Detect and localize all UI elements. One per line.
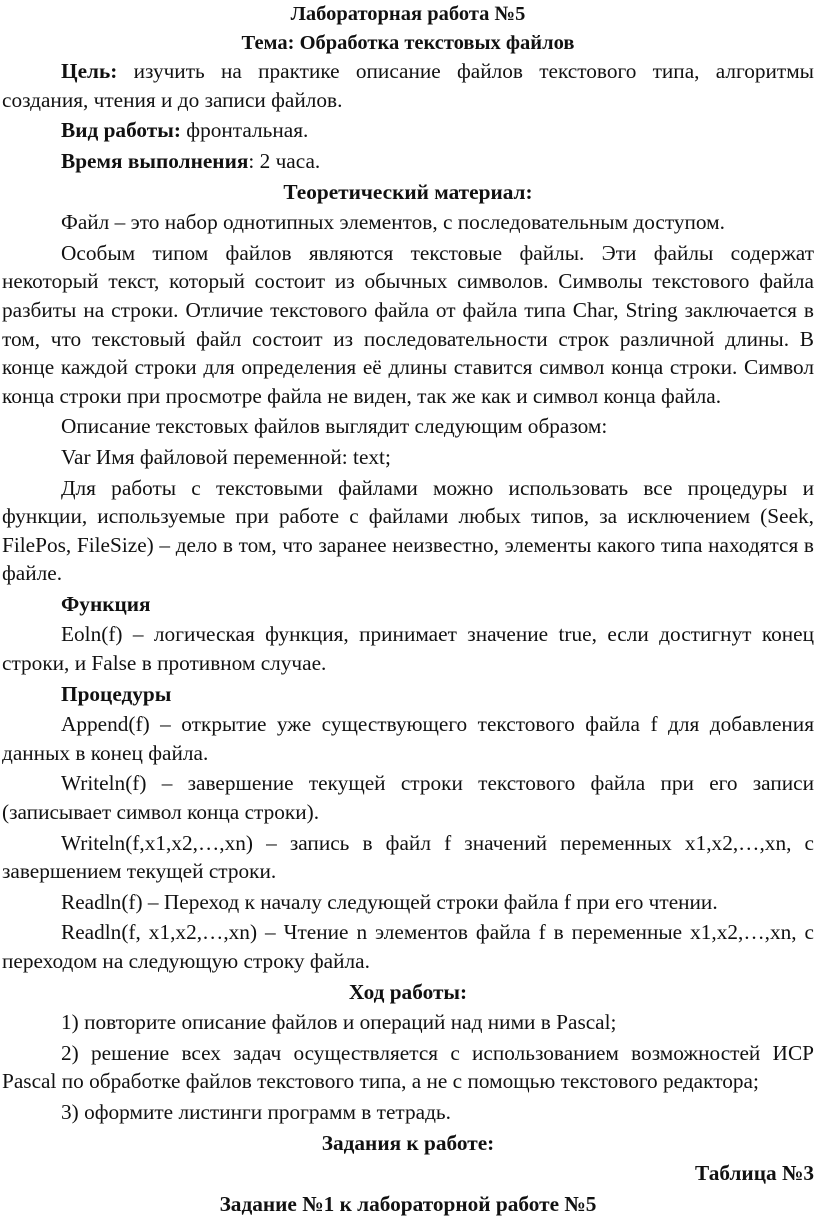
workflow-step: 1) повторите описание файлов и операций над ними в Pascal; — [61, 1010, 617, 1035]
goal-label: Цель: — [61, 59, 118, 84]
theory-paragraph-1: Файл – это набор однотипных элементов, с последовательным доступом. — [61, 210, 725, 235]
function-heading: Функция — [61, 591, 151, 616]
theory-paragraph-2: Особым типом файлов являются текстовые файлы. Эти файлы содержат некоторый текст, который состоит из обычных символов. Символы текстового файла разбиты на строки. Отличие текстового файла от файла типа Char, String заключается в том, что текстовый файл состоит из последовательности строк различной длины. В конце каждой строки для определения её длины ставится символ конца строки. Символ конца строки при просмотре файла не виден, так же как и символ конца файла. — [2, 240, 814, 408]
task-title: Задание №1 к лабораторной работе №5 — [219, 1191, 597, 1216]
procedure-item: Readln(f) – Переход к началу следующей строки файла f при его чтении. — [61, 889, 718, 914]
time-label: Время выполнения — [61, 148, 249, 173]
procedure-item: Append(f) – открытие уже существующего текстового файла f для добавления данных в конец файла. — [2, 712, 814, 765]
time-text: : 2 часа. — [248, 148, 321, 173]
workflow-step: 2) решение всех задач осуществляется с использованием возможностей ИСР Pascal по обработке файлов текстового типа, а не с помощью текстового редактора; — [2, 1040, 814, 1094]
tasks-heading: Задания к работе: — [321, 1130, 495, 1155]
theory-paragraph-5: Для работы с текстовыми файлами можно использовать все процедуры и функции, используемые при работе с файлами любых типов, за исключением (Seek, FilePos, FileSize) – дело в том, что заранее неизвестно, элементы какого типа находятся в файле. — [2, 475, 814, 586]
work-type-label: Вид работы: — [61, 118, 181, 143]
procedures-heading: Процедуры — [61, 681, 172, 706]
workflow-heading: Ход работы: — [348, 979, 468, 1004]
theory-paragraph-4: Var Имя файловой переменной: text; — [61, 444, 391, 469]
procedure-item: Writeln(f) – завершение текущей строки текстового файла при его записи (записывает символ конца строки). — [2, 771, 814, 825]
time-paragraph — [2, 147, 814, 176]
goal-text: изучить на практике описание файлов текстового типа, алгоритмы создания, чтения и до записи файлов. — [2, 59, 814, 112]
eoln-paragraph: Eoln(f) – логическая функция, принимает значение true, если достигнут конец строки, и False в противном случае. — [2, 622, 814, 676]
table-label: Таблица №3 — [695, 1161, 814, 1186]
topic-title: Тема: Обработка текстовых файлов — [241, 31, 575, 54]
procedure-item: Writeln(f,x1,x2,…,xn) – запись в файл f значений переменных x1,x2,…,xn, с завершением текущей строки. — [2, 830, 814, 884]
theory-paragraph-3: Описание текстовых файлов выглядит следующим образом: — [61, 414, 608, 439]
work-type-text: фронтальная. — [180, 118, 309, 143]
lab-title: Лабораторная работа №5 — [290, 3, 526, 25]
work-type-paragraph — [2, 116, 814, 145]
procedure-item: Readln(f, x1,x2,…,xn) – Чтение n элементов файла f в переменные x1,x2,…,xn, с переходом на следующую строку файла. — [2, 920, 814, 973]
goal-paragraph — [2, 57, 814, 114]
theory-heading: Теоретический материал: — [283, 179, 533, 204]
workflow-step: 3) оформите листинги программ в тетрадь. — [61, 1099, 451, 1124]
